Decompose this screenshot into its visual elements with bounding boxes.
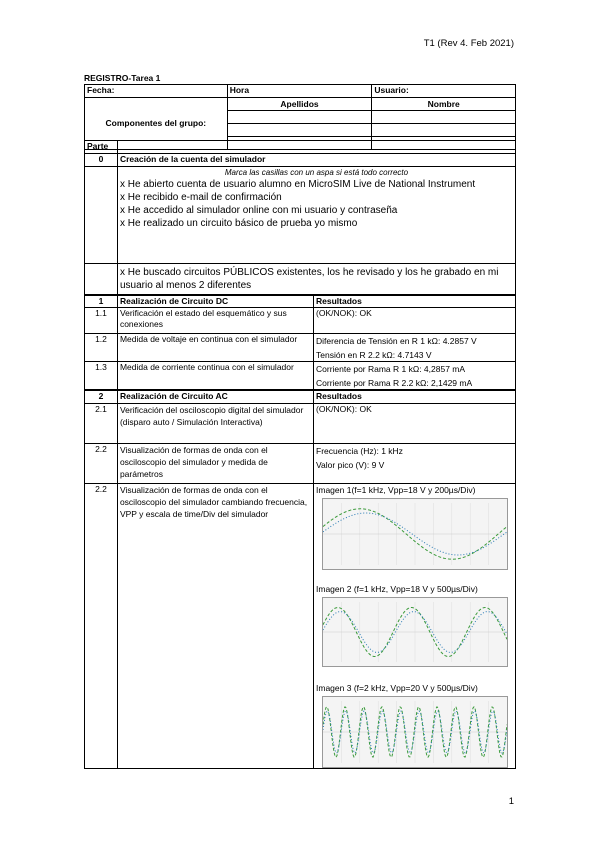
checklist-item[interactable]: x He realizado un circuito básico de prueba yo mismo [119,218,358,229]
row-desc: Visualización de formas de onda con el osciloscopio del simulador cambiando frecuencia, VPP y escala de time/Div del simulador [117,483,313,768]
row-num: 2.2 [85,443,118,483]
nombre-cell-1[interactable] [372,111,516,124]
part1-results-label: Resultados [314,295,516,308]
checklist-item[interactable]: x He accedido al simulador online con mi usuario y contraseña [119,205,398,216]
apellidos-label: Apellidos [227,98,372,111]
row-result[interactable] [314,334,516,362]
row-num: 2.1 [85,403,118,443]
parte-label: Parte [85,141,118,154]
oscilloscope-image-3 [322,696,508,768]
result-line: Diferencia de Tensión en R 1 kΩ: 4.2857 V [316,336,477,346]
componentes-label: Componentes del grupo: [85,98,228,150]
row-desc: Medida de voltaje en continua con el simulador [117,334,313,362]
image-caption: Imagen 1(f=1 kHz, Vpp=18 V y 200µs/Div) [316,484,476,495]
nombre-label: Nombre [372,98,516,111]
page-number: 1 [508,796,514,807]
fecha-label: Fecha: [85,85,228,98]
oscilloscope-image-1 [322,498,508,570]
row-desc: Verificación del osciloscopio digital del simulador (disparo auto / Simulación Interactiva) [117,403,313,443]
part1-title: Realización de Circuito DC [117,295,313,308]
apellido-cell-2[interactable] [227,124,372,137]
row-result[interactable]: (OK/NOK): OK [314,308,516,334]
image-caption: Imagen 3 (f=2 kHz, Vpp=20 V y 500µs/Div) [316,682,478,693]
doc-reference: T1 (Rev 4. Feb 2021) [423,38,514,49]
checklist-item[interactable]: x He abierto cuenta de usuario alumno en MicroSIM Live de National Instrument [119,179,476,190]
images-cell [314,483,516,768]
part0-title: Creación de la cuenta del simulador [117,154,515,167]
nombre-cell-2[interactable] [372,124,516,137]
image-caption: Imagen 2 (f=1 kHz, Vpp=18 V y 500µs/Div) [316,583,478,594]
part2-title: Realización de Circuito AC [117,390,313,403]
result-line: Valor pico (V): 9 V [316,459,385,470]
row-desc: Visualización de formas de onda con el osciloscopio del simulador y medida de parámetros [117,443,313,483]
part0-checklist [117,167,515,264]
apellido-cell-1[interactable] [227,111,372,124]
main-table [84,140,516,769]
result-line: Tensión en R 2.2 kΩ: 4.7143 V [316,350,432,360]
row-result[interactable] [314,443,516,483]
hora-label: Hora [227,85,372,98]
row-desc: Medida de corriente continua con el simulador [117,362,313,391]
row-desc: Verificación el estado del esquemático y sus conexiones [117,308,313,334]
row-result[interactable]: (OK/NOK): OK [314,403,516,443]
result-line: Corriente por Rama R 1 kΩ: 4,2857 mA [316,364,466,374]
page-title: REGISTRO-Tarea 1 [84,73,161,83]
oscilloscope-image-2 [322,597,508,667]
checklist-item[interactable]: x He recibido e-mail de confirmación [119,192,282,203]
part2-num: 2 [85,390,118,403]
usuario-label: Usuario: [372,85,516,98]
part2-results-label: Resultados [314,390,516,403]
row-num: 2.2 [85,483,118,768]
part0-instruction: Marca las casillas con un aspa si está todo correcto [224,168,409,177]
row-num: 1.3 [85,362,118,391]
row-result[interactable] [314,362,516,391]
row-num: 1.2 [85,334,118,362]
part1-num: 1 [85,295,118,308]
part0-num: 0 [85,154,118,167]
result-line: Corriente por Rama R 2.2 kΩ: 2,1429 mA [316,378,473,388]
checklist-item[interactable]: x He buscado circuitos PÚBLICOS existentes, los he revisado y los he grabado en mi usuario al menos 2 diferentes [117,264,515,295]
row-num: 1.1 [85,308,118,334]
result-line: Frecuencia (Hz): 1 kHz [316,445,403,456]
